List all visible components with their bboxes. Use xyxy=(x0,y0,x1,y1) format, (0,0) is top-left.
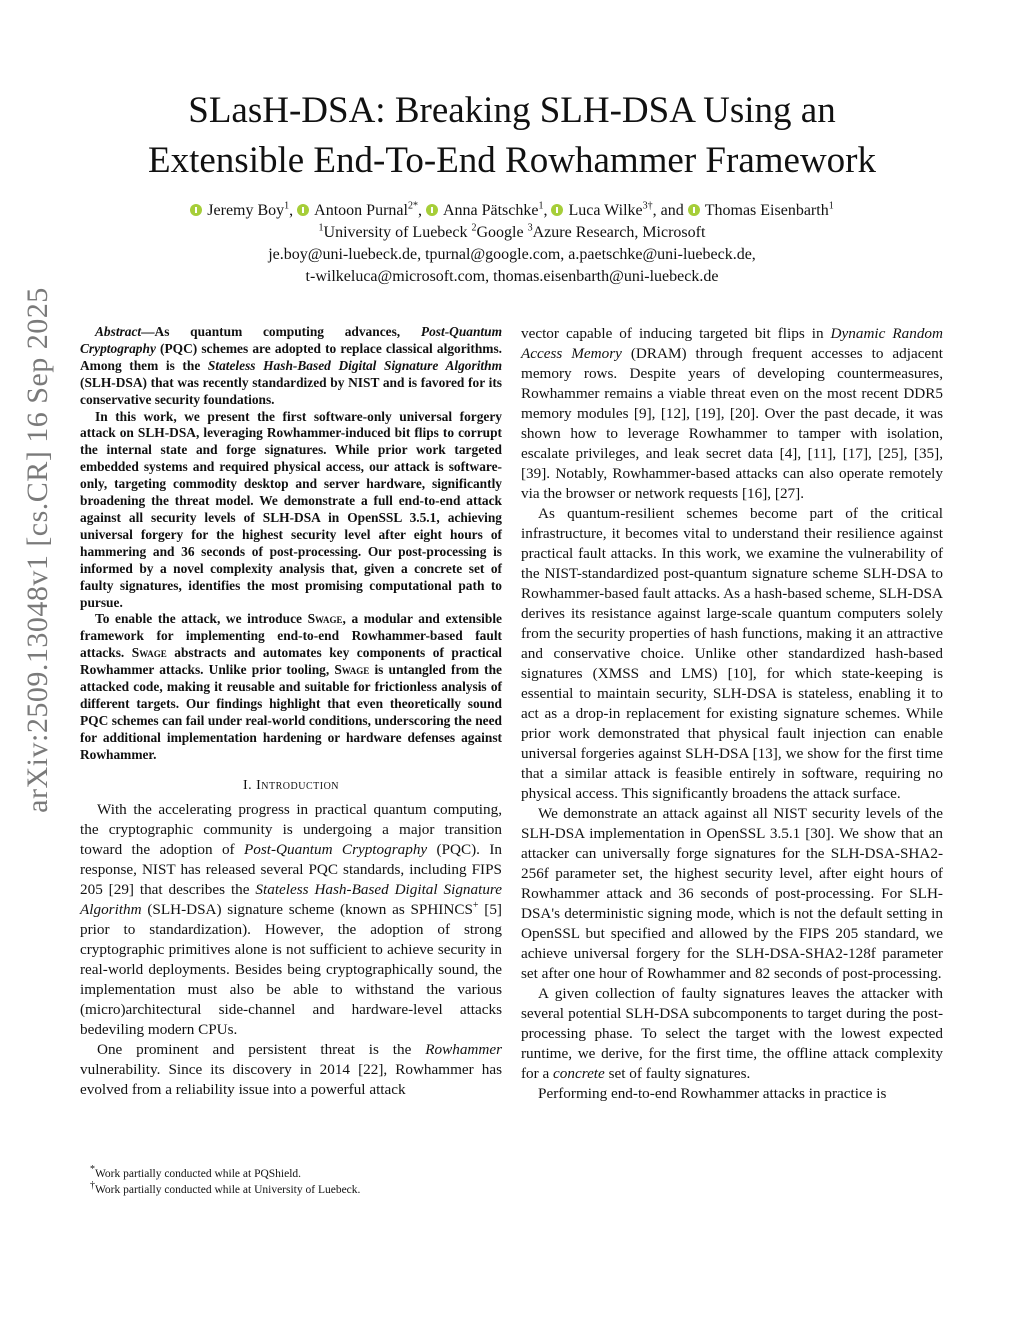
author: Thomas Eisenbarth$^1$ xyxy=(688,202,834,219)
section-heading: I. Introduction xyxy=(242,777,340,793)
paper-title xyxy=(80,86,944,186)
email-line: je.boy@uni-luebeck.de, tpurnal@google.com, a.paetschke@uni-luebeck.de, xyxy=(268,246,756,263)
abstract-paragraph: To enable the attack, we introduce Swage, a modular and extensible framework for implementing end-to-end Rowhammer-based fault attacks. Swage abstracts and automates key components of practical Rowhammer attacks. Unlike prior tooling, Swage is untangled from the attacked code, making it reusable and suitable for frictionless analysis of different targets. Our findings highlight that even theoretically sound PQC schemes can fail under real-world conditions, underscoring the need for additional implementation hardening or hardware defenses against Rowhammer. xyxy=(80,611,502,762)
left-column xyxy=(80,324,502,1100)
introduction-left xyxy=(80,800,502,1100)
footnotes xyxy=(80,1166,502,1198)
body-paragraph: As quantum-resilient schemes become part of the critical infrastructure, it becomes vital to understand their resilience against practical fault attacks. In this work, we examine the vulnerability of the NIST-standardized post-quantum signature scheme SLH-DSA to Rowhammer-based fault attacks. As a hash-based scheme, SLH-DSA derives its resistance against large-scale quantum computers solely from the security properties of hash functions, making it an attractive and conservative choice. Unlike other standardized hash-based signatures (XMSS and LMS) [10], for which state-keeping is essential to maintain security, SLH-DSA is stateless, enabling it to act as a drop-in replacement for existing signature schemes. While prior work demonstrated that physical fault injection can enable universal forgeries against SLH-DSA [13], we show for the first time that a similar attack is feasible entirely in software, requiring no physical access. This significantly broadens the attack surface. xyxy=(521,505,943,802)
orcid-icon[interactable] xyxy=(426,204,438,216)
author: Jeremy Boy$^1$, xyxy=(190,202,297,219)
abstract-label: Abstract xyxy=(95,324,142,339)
orcid-icon[interactable] xyxy=(551,204,563,216)
abstract xyxy=(80,324,502,764)
body-paragraph: vector capable of inducing targeted bit flips in Dynamic Random Access Memory (DRAM) through frequent accesses to adjacent memory rows. Despite years of developing countermeasures, Rowhammer remains a viable threat even on the most recent DDR5 memory modules [9], [12], [19], [20]. Over the past decade, it was shown how to leverage Rowhammer to tamper with isolation, escalate privileges, and leak secret data [4], [11], [17], [25], [35], [39]. Notably, Rowhammer-based attacks can also operate remotely via the browser or network requests [16], [27]. xyxy=(521,325,943,502)
author: Antoon Purnal$^{2*}$, xyxy=(297,202,426,219)
title-line-1: SLasH-DSA: Breaking SLH-DSA Using an xyxy=(188,90,836,131)
orcid-icon[interactable] xyxy=(190,204,202,216)
footnote: †Work partially conducted while at University of Luebeck. xyxy=(90,1180,361,1196)
introduction-right xyxy=(521,324,943,1104)
abstract-paragraph: Abstract—As quantum computing advances, Post-Quantum Cryptography (PQC) schemes are adopted to replace classical algorithms. Among them is the Stateless Hash-Based Digital Signature Algorithm (SLH-DSA) that was recently standardized by NIST and is favored for its conservative security foundations. xyxy=(80,324,502,407)
body-paragraph: A given collection of faulty signatures leaves the attacker with several potential SLH-DSA subcomponents to target during the post-processing phase. To select the target with the lowest expected runtime, we derive, for the first time, the offline attack complexity for a concrete set of faulty signatures. xyxy=(521,985,943,1082)
body-paragraph: We demonstrate an attack against all NIST security levels of the SLH-DSA implementation in OpenSSL 3.5.1 [30]. We show that an attacker can universally forge signatures for the SLH-DSA-SHA2-256f parameter set, the highest security level, after eight hours of Rowhammer attack and 36 seconds of post-processing. For SLH-DSA's deterministic signing mode, which is not the default setting in OpenSSL but specified and allowed by the FIPS 205 standard, we achieve universal forgery for the SLH-DSA-SHA2-128f parameter set after one hour of Rowhammer and 82 seconds of post-processing. xyxy=(521,805,943,982)
affiliations: $^1$University of Luebeck $^2$Google $^3$Azure Research, Microsoft xyxy=(318,222,706,241)
body-paragraph: Performing end-to-end Rowhammer attacks in practice is xyxy=(538,1085,887,1102)
body-paragraph: With the accelerating progress in practical quantum computing, the cryptographic community is undergoing a major transition toward the adoption of Post-Quantum Cryptography (PQC). In response, NIST has released several PQC standards, including FIPS 205 [29] that describes the Stateless Hash-Based Digital Signature Algorithm (SLH-DSA) signature scheme (known as SPHINCS+ [5] prior to standardization). However, the adoption of strong cryptographic primitives alone is not sufficient to achieve security in real-world deployments. Besides being cryptographically sound, the implementation must also be able to withstand the various (micro)architectural side-channel and hardware-level attacks bedeviling modern CPUs. xyxy=(80,800,503,1038)
orcid-icon[interactable] xyxy=(688,204,700,216)
author: Luca Wilke$^{3\dagger}$, and xyxy=(551,202,687,219)
author: Anna Pätschke$^1$, xyxy=(426,202,552,219)
arxiv-identifier-stamp xyxy=(0,0,70,1325)
title-line-2: Extensible End-To-End Rowhammer Framework xyxy=(148,140,876,181)
author-list xyxy=(80,200,944,222)
right-column xyxy=(521,324,943,1104)
body-paragraph: One prominent and persistent threat is the Rowhammer vulnerability. Since its discovery in 2014 [22], Rowhammer has evolved from a reliability issue into a powerful attack xyxy=(80,1040,502,1098)
author-block xyxy=(80,200,944,288)
abstract-paragraph: In this work, we present the first software-only universal forgery attack on SLH-DSA, leveraging Rowhammer-induced bit flips to corrupt the internal state and forge signatures. While prior work targeted embedded systems and required physical access, our attack is software-only, targeting commodity desktop and server hardware, significantly broadening the threat model. We demonstrate a full end-to-end attack against all security levels of SLH-DSA in OpenSSL 3.5.1, achieving universal forgery for the highest security level after eight hours of hammering and 36 seconds of post-processing. Our post-processing is informed by a novel complexity analysis that, given a concrete set of faulty signatures, identifies the most promising computational path to pursue. xyxy=(80,408,502,610)
footnote: *Work partially conducted while at PQShield. xyxy=(90,1164,302,1180)
arxiv-id-text: arXiv:2509.13048v1 [cs.CR] 16 Sep 2025 xyxy=(21,287,54,813)
author-emails xyxy=(80,244,944,288)
email-line: t-wilkeluca@microsoft.com, thomas.eisenbarth@uni-luebeck.de xyxy=(305,268,719,285)
orcid-icon[interactable] xyxy=(297,204,309,216)
